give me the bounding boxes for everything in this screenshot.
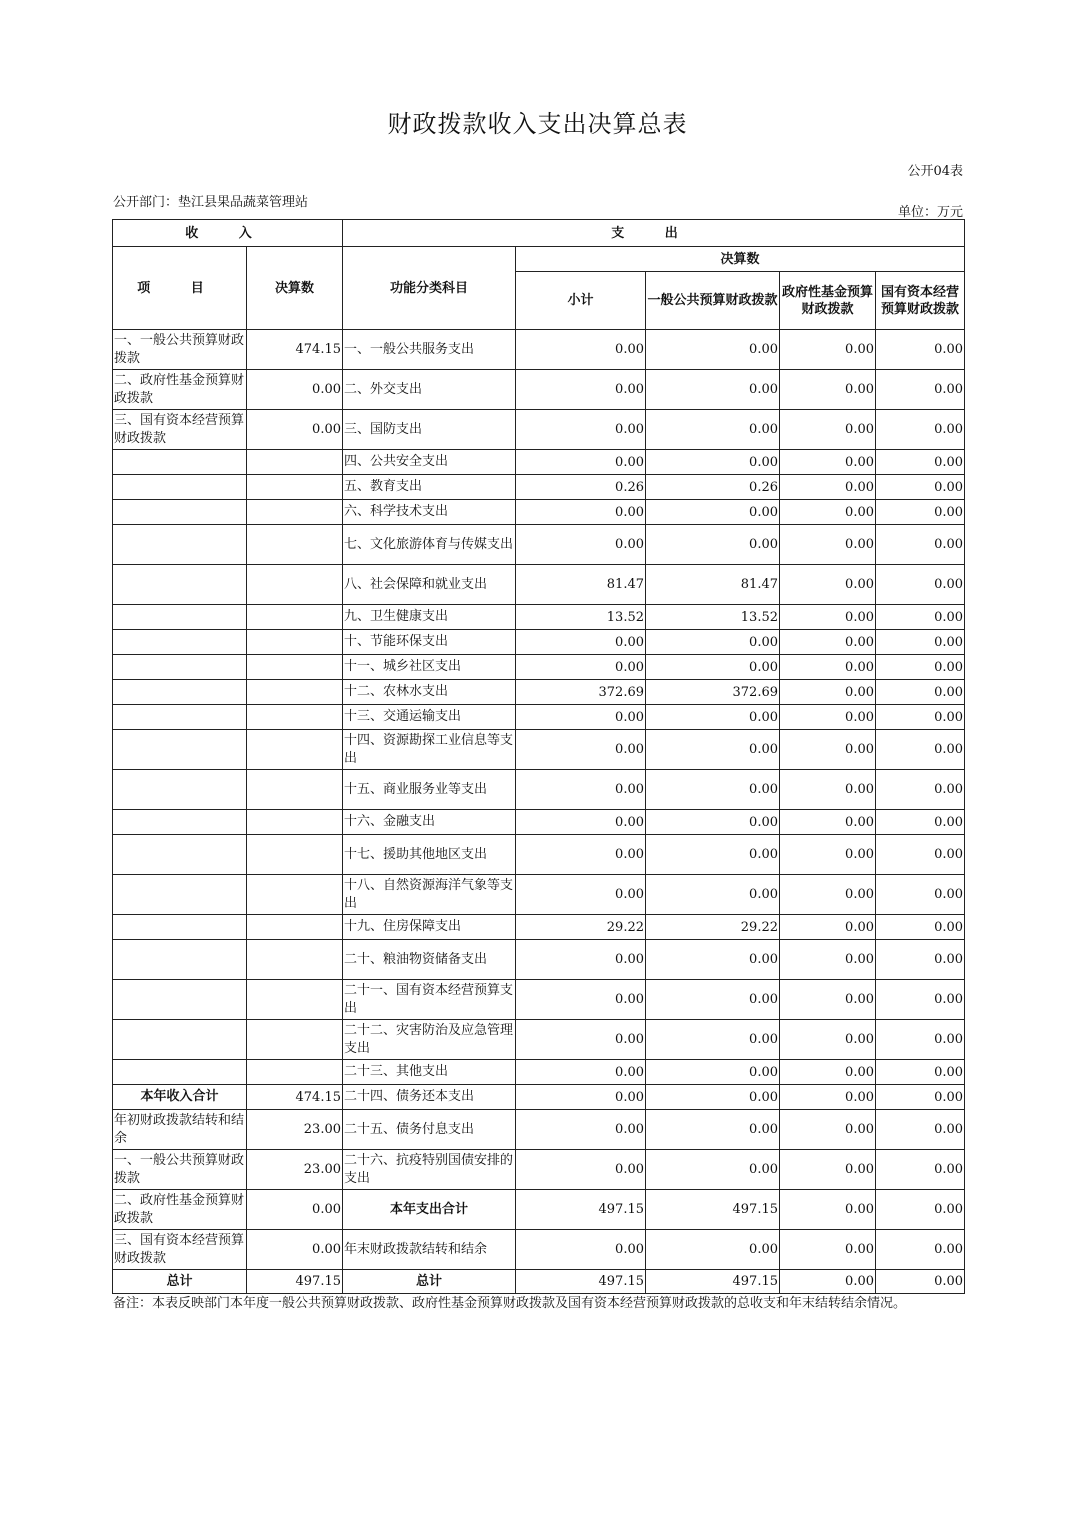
income-amount-cell <box>247 565 343 605</box>
item-header: 项 目 <box>113 247 247 330</box>
subtotal-cell: 13.52 <box>516 605 646 630</box>
table-row <box>113 705 965 730</box>
gov-fund-cell: 0.00 <box>780 1085 876 1110</box>
subtotal-cell: 0.00 <box>516 1150 646 1190</box>
table-row <box>113 1190 965 1230</box>
expense-item-cell: 十六、金融支出 <box>343 810 516 835</box>
expense-item-cell: 八、社会保障和就业支出 <box>343 565 516 605</box>
expense-item-cell: 十五、商业服务业等支出 <box>343 770 516 810</box>
income-item-cell <box>113 475 247 500</box>
income-amount-cell <box>247 655 343 680</box>
expense-item-cell: 二十、粮油物资储备支出 <box>343 940 516 980</box>
subtotal-cell: 0.00 <box>516 525 646 565</box>
table-row <box>113 770 965 810</box>
income-amount-cell <box>247 450 343 475</box>
income-amount-cell <box>247 835 343 875</box>
table-row <box>113 1085 965 1110</box>
footnote: 备注：本表反映部门本年度一般公共预算财政拨款、政府性基金预算财政拨款及国有资本经营预算财政拨款的总收支和年末结转结余情况。 <box>113 1296 907 1311</box>
expense-item-cell: 十三、交通运输支出 <box>343 705 516 730</box>
income-item-cell <box>113 525 247 565</box>
general-budget-cell: 0.00 <box>646 875 780 915</box>
income-amount-cell <box>247 915 343 940</box>
subtotal-cell: 0.00 <box>516 835 646 875</box>
expense-item-cell: 十八、自然资源海洋气象等支出 <box>343 875 516 915</box>
income-item-cell <box>113 680 247 705</box>
gov-fund-cell: 0.00 <box>780 835 876 875</box>
table-row <box>113 565 965 605</box>
income-amount-cell: 497.15 <box>247 1270 343 1294</box>
income-amount-cell <box>247 475 343 500</box>
table-row <box>113 630 965 655</box>
expense-item-cell: 二十五、债务付息支出 <box>343 1110 516 1150</box>
page-title: 财政拨款收入支出决算总表 <box>387 110 688 138</box>
expense-item-cell: 十四、资源勘探工业信息等支出 <box>343 730 516 770</box>
state-capital-cell: 0.00 <box>876 810 965 835</box>
gov-fund-cell: 0.00 <box>780 565 876 605</box>
appropriation-table <box>112 219 965 1294</box>
state-capital-cell: 0.00 <box>876 770 965 810</box>
subtotal-header: 小计 <box>516 272 646 330</box>
table-row <box>113 1060 965 1085</box>
final-amount-header: 决算数 <box>516 247 965 272</box>
subtotal-cell: 81.47 <box>516 565 646 605</box>
subtotal-cell: 0.00 <box>516 500 646 525</box>
general-budget-cell: 0.00 <box>646 1150 780 1190</box>
subtotal-cell: 0.00 <box>516 940 646 980</box>
gov-fund-cell: 0.00 <box>780 770 876 810</box>
general-budget-cell: 372.69 <box>646 680 780 705</box>
gov-fund-cell: 0.00 <box>780 630 876 655</box>
expense-item-cell: 十、节能环保支出 <box>343 630 516 655</box>
income-amount-cell: 474.15 <box>247 330 343 370</box>
income-header: 收 入 <box>113 220 343 247</box>
gov-fund-cell: 0.00 <box>780 605 876 630</box>
income-item-cell: 三、国有资本经营预算财政拨款 <box>113 1230 247 1270</box>
amount-header: 决算数 <box>247 247 343 330</box>
table-row <box>113 940 965 980</box>
state-capital-cell: 0.00 <box>876 835 965 875</box>
income-amount-cell <box>247 875 343 915</box>
subtotal-cell: 497.15 <box>516 1270 646 1294</box>
table-row <box>113 410 965 450</box>
gov-fund-cell: 0.00 <box>780 1020 876 1060</box>
table-row <box>113 835 965 875</box>
gov-fund-cell: 0.00 <box>780 1150 876 1190</box>
income-amount-cell: 0.00 <box>247 370 343 410</box>
table-row <box>113 1110 965 1150</box>
income-item-cell <box>113 1060 247 1085</box>
subtotal-cell: 0.00 <box>516 770 646 810</box>
gov-fund-cell: 0.00 <box>780 330 876 370</box>
gov-fund-cell: 0.00 <box>780 1060 876 1085</box>
expense-item-cell: 二十四、债务还本支出 <box>343 1085 516 1110</box>
general-budget-cell: 0.00 <box>646 705 780 730</box>
subtotal-cell: 0.00 <box>516 410 646 450</box>
gov-fund-cell: 0.00 <box>780 1270 876 1294</box>
subtotal-cell: 372.69 <box>516 680 646 705</box>
income-item-cell <box>113 500 247 525</box>
income-item-cell: 一、一般公共预算财政拨款 <box>113 330 247 370</box>
subtotal-cell: 0.00 <box>516 1230 646 1270</box>
general-budget-cell: 0.00 <box>646 630 780 655</box>
table-row <box>113 980 965 1020</box>
state-capital-cell: 0.00 <box>876 410 965 450</box>
income-item-cell <box>113 810 247 835</box>
gov-fund-cell: 0.00 <box>780 1110 876 1150</box>
general-budget-header: 一般公共预算财政拨款 <box>646 272 780 330</box>
subtotal-cell: 0.00 <box>516 1085 646 1110</box>
subtotal-cell: 0.00 <box>516 705 646 730</box>
subtotal-cell: 0.00 <box>516 1060 646 1085</box>
expense-item-cell: 五、教育支出 <box>343 475 516 500</box>
income-amount-cell: 474.15 <box>247 1085 343 1110</box>
table-body <box>113 330 965 1294</box>
table-row <box>113 810 965 835</box>
subtotal-cell: 29.22 <box>516 915 646 940</box>
income-item-cell <box>113 630 247 655</box>
state-capital-cell: 0.00 <box>876 680 965 705</box>
state-capital-cell: 0.00 <box>876 525 965 565</box>
expense-item-cell: 本年支出合计 <box>343 1190 516 1230</box>
general-budget-cell: 0.26 <box>646 475 780 500</box>
income-item-cell <box>113 605 247 630</box>
subtotal-cell: 0.00 <box>516 980 646 1020</box>
general-budget-cell: 0.00 <box>646 1060 780 1085</box>
gov-fund-header: 政府性基金预算财政拨款 <box>780 272 876 330</box>
income-item-cell <box>113 730 247 770</box>
general-budget-cell: 81.47 <box>646 565 780 605</box>
subtotal-cell: 0.00 <box>516 1020 646 1060</box>
income-item-cell <box>113 450 247 475</box>
subtotal-cell: 0.00 <box>516 630 646 655</box>
income-item-cell: 三、国有资本经营预算财政拨款 <box>113 410 247 450</box>
state-capital-cell: 0.00 <box>876 940 965 980</box>
state-capital-cell: 0.00 <box>876 1230 965 1270</box>
table-row <box>113 915 965 940</box>
expense-header: 支 出 <box>343 220 965 247</box>
state-capital-cell: 0.00 <box>876 605 965 630</box>
income-item-cell: 年初财政拨款结转和结余 <box>113 1110 247 1150</box>
gov-fund-cell: 0.00 <box>780 370 876 410</box>
expense-item-cell: 二十二、灾害防治及应急管理支出 <box>343 1020 516 1060</box>
table-row <box>113 1150 965 1190</box>
income-item-cell: 本年收入合计 <box>113 1085 247 1110</box>
state-capital-cell: 0.00 <box>876 330 965 370</box>
state-capital-cell: 0.00 <box>876 565 965 605</box>
table-row <box>113 605 965 630</box>
gov-fund-cell: 0.00 <box>780 810 876 835</box>
income-item-cell: 二、政府性基金预算财政拨款 <box>113 1190 247 1230</box>
table-row <box>113 525 965 565</box>
state-capital-cell: 0.00 <box>876 705 965 730</box>
general-budget-cell: 13.52 <box>646 605 780 630</box>
general-budget-cell: 0.00 <box>646 1110 780 1150</box>
expense-item-cell: 十二、农林水支出 <box>343 680 516 705</box>
func-category-header: 功能分类科目 <box>343 247 516 330</box>
subtotal-cell: 0.00 <box>516 655 646 680</box>
gov-fund-cell: 0.00 <box>780 1190 876 1230</box>
income-amount-cell <box>247 810 343 835</box>
general-budget-cell: 497.15 <box>646 1190 780 1230</box>
expense-item-cell: 三、国防支出 <box>343 410 516 450</box>
gov-fund-cell: 0.00 <box>780 500 876 525</box>
state-capital-cell: 0.00 <box>876 1150 965 1190</box>
form-number: 公开04表 <box>907 164 963 179</box>
general-budget-cell: 0.00 <box>646 410 780 450</box>
general-budget-cell: 0.00 <box>646 770 780 810</box>
income-item-cell <box>113 915 247 940</box>
income-item-cell <box>113 875 247 915</box>
general-budget-cell: 0.00 <box>646 835 780 875</box>
general-budget-cell: 0.00 <box>646 1085 780 1110</box>
unit-label: 单位：万元 <box>897 205 963 220</box>
state-capital-cell: 0.00 <box>876 370 965 410</box>
general-budget-cell: 29.22 <box>646 915 780 940</box>
table-row <box>113 370 965 410</box>
table-row <box>113 1270 965 1294</box>
gov-fund-cell: 0.00 <box>780 915 876 940</box>
income-item-cell <box>113 980 247 1020</box>
table-row <box>113 330 965 370</box>
expense-item-cell: 十九、住房保障支出 <box>343 915 516 940</box>
income-amount-cell <box>247 605 343 630</box>
gov-fund-cell: 0.00 <box>780 525 876 565</box>
general-budget-cell: 0.00 <box>646 810 780 835</box>
department-label: 公开部门：垫江县果品蔬菜管理站 <box>113 195 309 210</box>
expense-item-cell: 二、外交支出 <box>343 370 516 410</box>
subtotal-cell: 0.00 <box>516 330 646 370</box>
general-budget-cell: 0.00 <box>646 525 780 565</box>
income-amount-cell <box>247 680 343 705</box>
income-amount-cell <box>247 730 343 770</box>
state-capital-cell: 0.00 <box>876 1060 965 1085</box>
general-budget-cell: 0.00 <box>646 1020 780 1060</box>
income-amount-cell <box>247 630 343 655</box>
gov-fund-cell: 0.00 <box>780 730 876 770</box>
income-amount-cell <box>247 500 343 525</box>
gov-fund-cell: 0.00 <box>780 1230 876 1270</box>
state-capital-cell: 0.00 <box>876 655 965 680</box>
income-amount-cell <box>247 1060 343 1085</box>
table-row <box>113 875 965 915</box>
income-item-cell <box>113 770 247 810</box>
income-item-cell <box>113 835 247 875</box>
expense-item-cell: 十一、城乡社区支出 <box>343 655 516 680</box>
expense-item-cell: 二十六、抗疫特别国债安排的支出 <box>343 1150 516 1190</box>
state-capital-cell: 0.00 <box>876 730 965 770</box>
expense-item-cell: 十七、援助其他地区支出 <box>343 835 516 875</box>
subtotal-cell: 0.26 <box>516 475 646 500</box>
income-amount-cell: 0.00 <box>247 1190 343 1230</box>
expense-item-cell: 总计 <box>343 1270 516 1294</box>
state-capital-cell: 0.00 <box>876 1270 965 1294</box>
gov-fund-cell: 0.00 <box>780 655 876 680</box>
income-item-cell <box>113 655 247 680</box>
income-amount-cell <box>247 980 343 1020</box>
state-capital-cell: 0.00 <box>876 630 965 655</box>
state-capital-cell: 0.00 <box>876 1190 965 1230</box>
subtotal-cell: 0.00 <box>516 370 646 410</box>
state-capital-cell: 0.00 <box>876 475 965 500</box>
gov-fund-cell: 0.00 <box>780 940 876 980</box>
subtotal-cell: 0.00 <box>516 810 646 835</box>
general-budget-cell: 0.00 <box>646 370 780 410</box>
income-item-cell <box>113 705 247 730</box>
general-budget-cell: 0.00 <box>646 655 780 680</box>
state-capital-cell: 0.00 <box>876 875 965 915</box>
expense-item-cell: 年末财政拨款结转和结余 <box>343 1230 516 1270</box>
gov-fund-cell: 0.00 <box>780 410 876 450</box>
general-budget-cell: 497.15 <box>646 1270 780 1294</box>
income-item-cell <box>113 1020 247 1060</box>
subtotal-cell: 0.00 <box>516 875 646 915</box>
expense-item-cell: 二十一、国有资本经营预算支出 <box>343 980 516 1020</box>
general-budget-cell: 0.00 <box>646 940 780 980</box>
income-item-cell <box>113 565 247 605</box>
state-capital-cell: 0.00 <box>876 1020 965 1060</box>
income-item-cell: 一、一般公共预算财政拨款 <box>113 1150 247 1190</box>
subtotal-cell: 0.00 <box>516 450 646 475</box>
income-amount-cell <box>247 940 343 980</box>
table-row <box>113 730 965 770</box>
expense-item-cell: 六、科学技术支出 <box>343 500 516 525</box>
gov-fund-cell: 0.00 <box>780 450 876 475</box>
gov-fund-cell: 0.00 <box>780 705 876 730</box>
income-amount-cell <box>247 525 343 565</box>
income-amount-cell: 0.00 <box>247 1230 343 1270</box>
income-amount-cell <box>247 705 343 730</box>
income-amount-cell: 0.00 <box>247 410 343 450</box>
expense-item-cell: 四、公共安全支出 <box>343 450 516 475</box>
table-row <box>113 500 965 525</box>
table-row <box>113 1230 965 1270</box>
expense-item-cell: 二十三、其他支出 <box>343 1060 516 1085</box>
income-amount-cell: 23.00 <box>247 1150 343 1190</box>
income-item-cell: 二、政府性基金预算财政拨款 <box>113 370 247 410</box>
income-item-cell: 总计 <box>113 1270 247 1294</box>
expense-item-cell: 一、一般公共服务支出 <box>343 330 516 370</box>
expense-item-cell: 九、卫生健康支出 <box>343 605 516 630</box>
income-amount-cell: 23.00 <box>247 1110 343 1150</box>
table-row <box>113 475 965 500</box>
gov-fund-cell: 0.00 <box>780 980 876 1020</box>
gov-fund-cell: 0.00 <box>780 475 876 500</box>
income-item-cell <box>113 940 247 980</box>
table-row <box>113 1020 965 1060</box>
expense-item-cell: 七、文化旅游体育与传媒支出 <box>343 525 516 565</box>
income-amount-cell <box>247 770 343 810</box>
general-budget-cell: 0.00 <box>646 330 780 370</box>
subtotal-cell: 497.15 <box>516 1190 646 1230</box>
table-row <box>113 450 965 475</box>
subtotal-cell: 0.00 <box>516 730 646 770</box>
table-row <box>113 655 965 680</box>
general-budget-cell: 0.00 <box>646 500 780 525</box>
gov-fund-cell: 0.00 <box>780 680 876 705</box>
income-amount-cell <box>247 1020 343 1060</box>
general-budget-cell: 0.00 <box>646 980 780 1020</box>
state-capital-cell: 0.00 <box>876 980 965 1020</box>
gov-fund-cell: 0.00 <box>780 875 876 915</box>
state-capital-header: 国有资本经营预算财政拨款 <box>876 272 965 330</box>
table-row <box>113 680 965 705</box>
state-capital-cell: 0.00 <box>876 1085 965 1110</box>
general-budget-cell: 0.00 <box>646 1230 780 1270</box>
state-capital-cell: 0.00 <box>876 1110 965 1150</box>
subtotal-cell: 0.00 <box>516 1110 646 1150</box>
general-budget-cell: 0.00 <box>646 450 780 475</box>
general-budget-cell: 0.00 <box>646 730 780 770</box>
state-capital-cell: 0.00 <box>876 915 965 940</box>
state-capital-cell: 0.00 <box>876 450 965 475</box>
state-capital-cell: 0.00 <box>876 500 965 525</box>
